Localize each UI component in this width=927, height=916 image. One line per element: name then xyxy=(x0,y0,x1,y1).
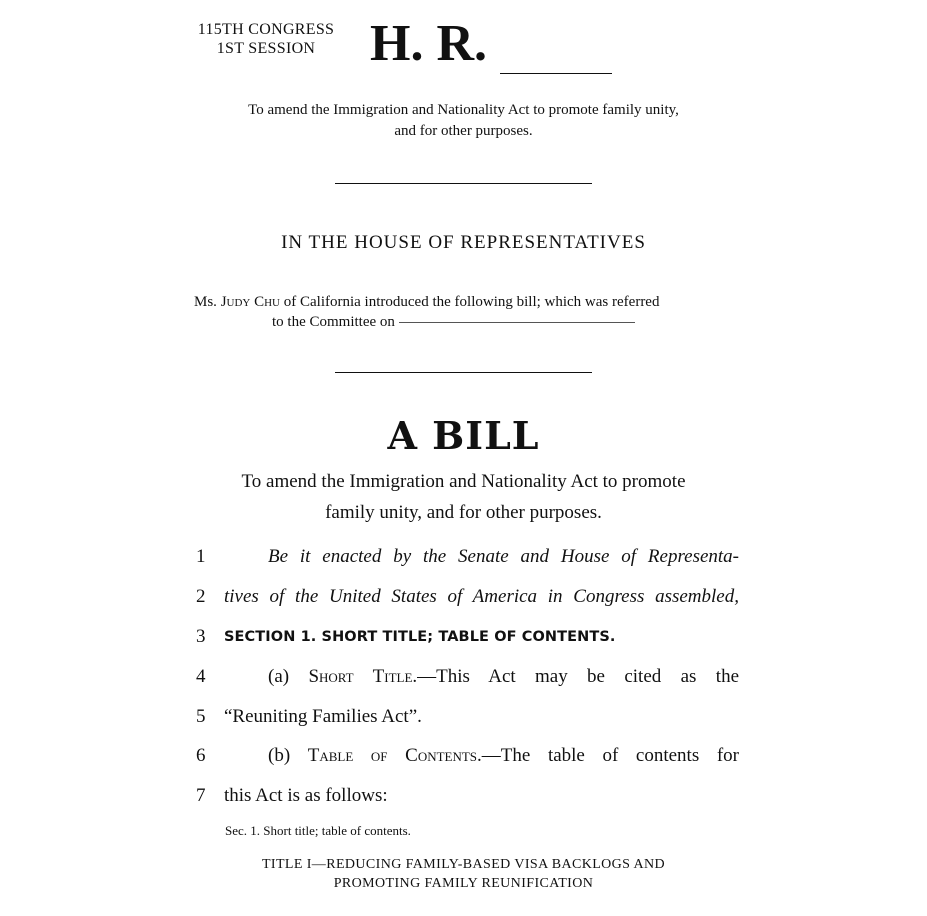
line-number: 5 xyxy=(196,706,206,727)
toc-entry-sec-1: Sec. 1. Short title; table of contents. xyxy=(225,823,411,838)
subsection-b-line xyxy=(268,744,739,768)
divider-rule-bottom xyxy=(335,372,592,373)
subsection-a-heading: Short Title xyxy=(308,666,413,687)
long-purpose-line-2: family unity, and for other purposes. xyxy=(325,502,602,523)
toc-intro-line: this Act is as follows: xyxy=(224,785,388,806)
toc-title-heading xyxy=(150,855,777,893)
committee-blank xyxy=(399,322,635,323)
short-purpose-line-1: To amend the Immigration and Nationality Act to promote family unity, xyxy=(248,102,679,118)
bill-designation: H. R. xyxy=(370,15,487,72)
enacting-clause-line-1: Be it enacted by the Senate and House of Representa- xyxy=(268,546,739,567)
congress-session-label xyxy=(186,20,346,58)
line-number: 2 xyxy=(196,586,206,607)
divider-rule-top xyxy=(335,183,592,184)
subsection-b-heading: Table of Contents xyxy=(307,745,478,766)
line-number: 3 xyxy=(196,626,206,647)
congress-number: 115TH CONGRESS xyxy=(197,21,335,38)
bill-heading: A BILL xyxy=(387,413,540,458)
chamber-heading: IN THE HOUSE OF REPRESENTATIVES xyxy=(281,232,646,253)
sponsor-name: Judy Chu xyxy=(220,294,280,310)
toc-title-line-1: TITLE I—REDUCING FAMILY-BASED VISA BACKLOGS AND xyxy=(261,857,666,872)
introduction-line-1-rest: of California introduced the following bill; which was referred xyxy=(283,294,660,310)
enacting-clause-line-2: tives of the United States of America in Congress assembled, xyxy=(224,586,739,607)
subsection-a-prefix: (a) xyxy=(268,666,290,687)
short-purpose xyxy=(150,100,777,142)
line-number: 1 xyxy=(196,546,206,567)
subsection-b-prefix: (b) xyxy=(268,745,291,766)
subsection-a-text: .—This Act may be cited as the xyxy=(412,666,739,687)
committee-label: to the Committee on xyxy=(272,314,395,330)
sponsor-prefix: Ms. xyxy=(194,294,217,310)
session-number: 1ST SESSION xyxy=(216,40,316,57)
introduction-statement xyxy=(194,292,754,332)
short-purpose-line-2: and for other purposes. xyxy=(394,123,533,139)
long-purpose xyxy=(150,466,777,528)
introduction-line-2 xyxy=(194,312,754,332)
subsection-a-line xyxy=(268,665,739,689)
bill-number-blank xyxy=(500,73,612,74)
line-number: 4 xyxy=(196,666,206,687)
line-number: 7 xyxy=(196,785,206,806)
toc-title-line-2: PROMOTING FAMILY REUNIFICATION xyxy=(333,876,594,891)
introduction-line-1 xyxy=(194,292,754,312)
short-title-name: “Reuniting Families Act”. xyxy=(224,706,422,727)
line-number: 6 xyxy=(196,745,206,766)
section-heading: SECTION 1. SHORT TITLE; TABLE OF CONTENTS. xyxy=(224,629,616,645)
long-purpose-line-1: To amend the Immigration and Nationality Act to promote xyxy=(241,471,686,492)
subsection-b-text: .—The table of contents for xyxy=(477,745,739,766)
